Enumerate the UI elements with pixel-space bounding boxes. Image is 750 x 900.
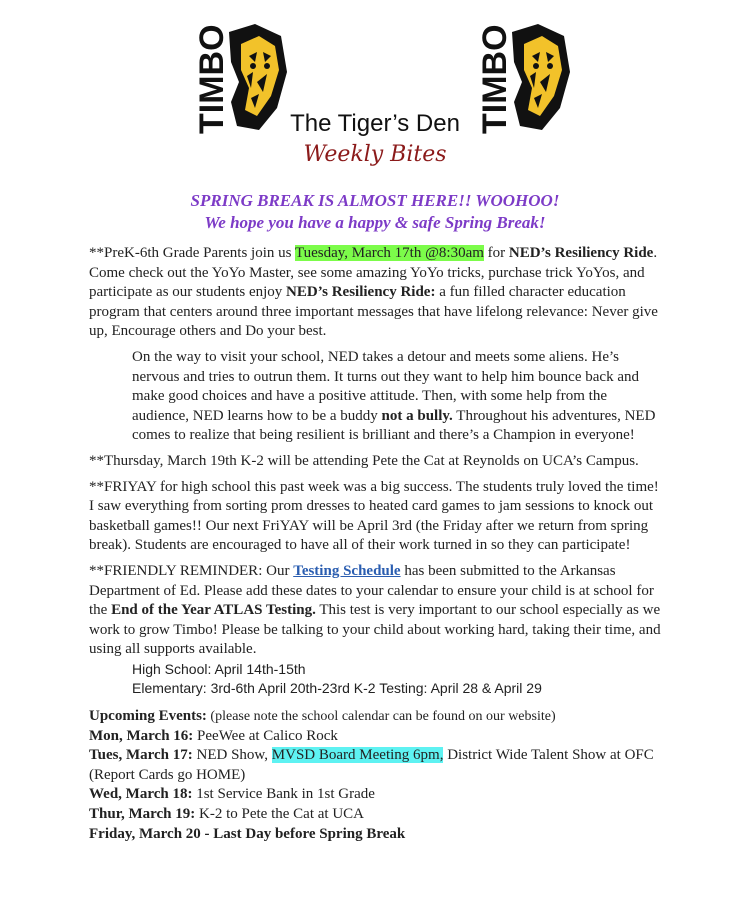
friyay-note: **FRIYAY for high school this past week was a big success. The students truly loved the time! I saw everything from sorting prom dresses to heated card games to jam sessions to knock out basketball games!! Our next FriYAY will be April 3rd (the Friday after we return from spring break). Students are encouraged to have all of their work turned in so they can participate! — [89, 478, 659, 554]
event-item — [89, 746, 667, 785]
ned-story-text: On the way to visit your school, NED takes a detour and meets some aliens. He’s nervous and tries to outrun them. It turns out they want to help him bounce back and make good choices and have a positive attitude. Then, with some help from the audience, NED learns how to be a buddy — [132, 348, 639, 424]
upcoming-events — [89, 707, 667, 844]
ned-announcement — [89, 244, 667, 342]
newsletter-subtitle: Weekly Bites — [303, 142, 447, 167]
event-date: Tues, March 17: — [89, 747, 193, 764]
reminder-text: This test is very important to our school especially as we work to grow Timbo! Please be talking to your child about working hard, taking their time, and using all supports available. — [89, 602, 661, 658]
event-item — [89, 727, 667, 747]
reminder-bold: End of the Year ATLAS Testing. — [111, 602, 316, 619]
event-text: PeeWee at Calico Rock — [193, 727, 338, 744]
event-text: K-2 to Pete the Cat at UCA — [195, 806, 364, 823]
newsletter-title: The Tiger’s Den — [290, 110, 460, 137]
event-date: Mon, March 16: — [89, 727, 194, 744]
reminder-text: **FRIENDLY REMINDER: Our — [89, 562, 294, 579]
ned-story-text: Throughout his adventures, NED comes to realize that being resilient is brilliant and there’s a Champion in everyone! — [132, 407, 656, 444]
ned-story — [132, 348, 667, 446]
ned-intro-text: for — [483, 245, 509, 261]
high-school-testing: High School: April 14th-15th — [132, 660, 306, 677]
newsletter-header — [0, 0, 750, 190]
testing-reminder — [89, 562, 667, 660]
elementary-testing: Elementary: 3rd-6th April 20th-23rd K-2 Testing: April 28 & April 29 — [132, 680, 542, 697]
event-item — [89, 805, 667, 825]
event-date: Thur, March 19: — [89, 806, 196, 823]
ned-event-name: NED’s Resiliency Ride — [508, 245, 654, 261]
ned-date-highlight: Tuesday, March 17th @8:30am — [294, 245, 484, 261]
ned-event-name: NED’s Resiliency Ride: — [286, 284, 436, 301]
reminder-text: has been submitted to the Arkansas Department of Ed. Please add these dates to your calendar to ensure your child is at school for the — [89, 562, 654, 619]
events-heading: Upcoming Events: — [89, 708, 207, 725]
events-heading-line — [89, 707, 667, 727]
event-item — [89, 825, 667, 845]
board-meeting-highlight: MVSD Board Meeting 6pm, — [271, 747, 444, 764]
events-note: (please note the school calendar can be found on our website) — [206, 709, 556, 725]
ned-intro-text: . Come check out the YoYo Master, see some amazing YoYo tricks, purchase trick YoYos, and participate as our students enjoy — [89, 245, 658, 301]
logo-text: TIMBO — [193, 24, 231, 134]
newsletter-body — [89, 244, 667, 844]
ned-story-bold: not a bully. — [381, 407, 453, 424]
ned-intro-text: a fun filled character education program that centers around three important messages that have lifelong relevance: Never give up, Encourage others and Do your best. — [89, 284, 658, 340]
thursday-note: **Thursday, March 19th K-2 will be attending Pete the Cat at Reynolds on UCA’s Campus. — [89, 452, 639, 469]
event-date: Wed, March 18: — [89, 786, 193, 803]
event-text: District Wide Talent Show at OFC (Report Cards go HOME) — [89, 747, 654, 783]
event-item — [89, 785, 667, 805]
testing-schedule-link[interactable]: Testing Schedule — [293, 562, 401, 579]
event-last-day: Friday, March 20 - Last Day before Spring Break — [89, 825, 406, 842]
event-text: NED Show, — [192, 747, 272, 764]
banner-line-1: SPRING BREAK IS ALMOST HERE!! WOOHOO! — [190, 191, 560, 210]
banner-line-2: We hope you have a happy & safe Spring Break! — [204, 213, 546, 232]
spring-break-banner — [0, 190, 750, 234]
event-text: 1st Service Bank in 1st Grade — [192, 786, 375, 803]
ned-intro-text: **PreK-6th Grade Parents join us — [89, 245, 295, 261]
logo-text: TIMBO — [476, 24, 514, 134]
